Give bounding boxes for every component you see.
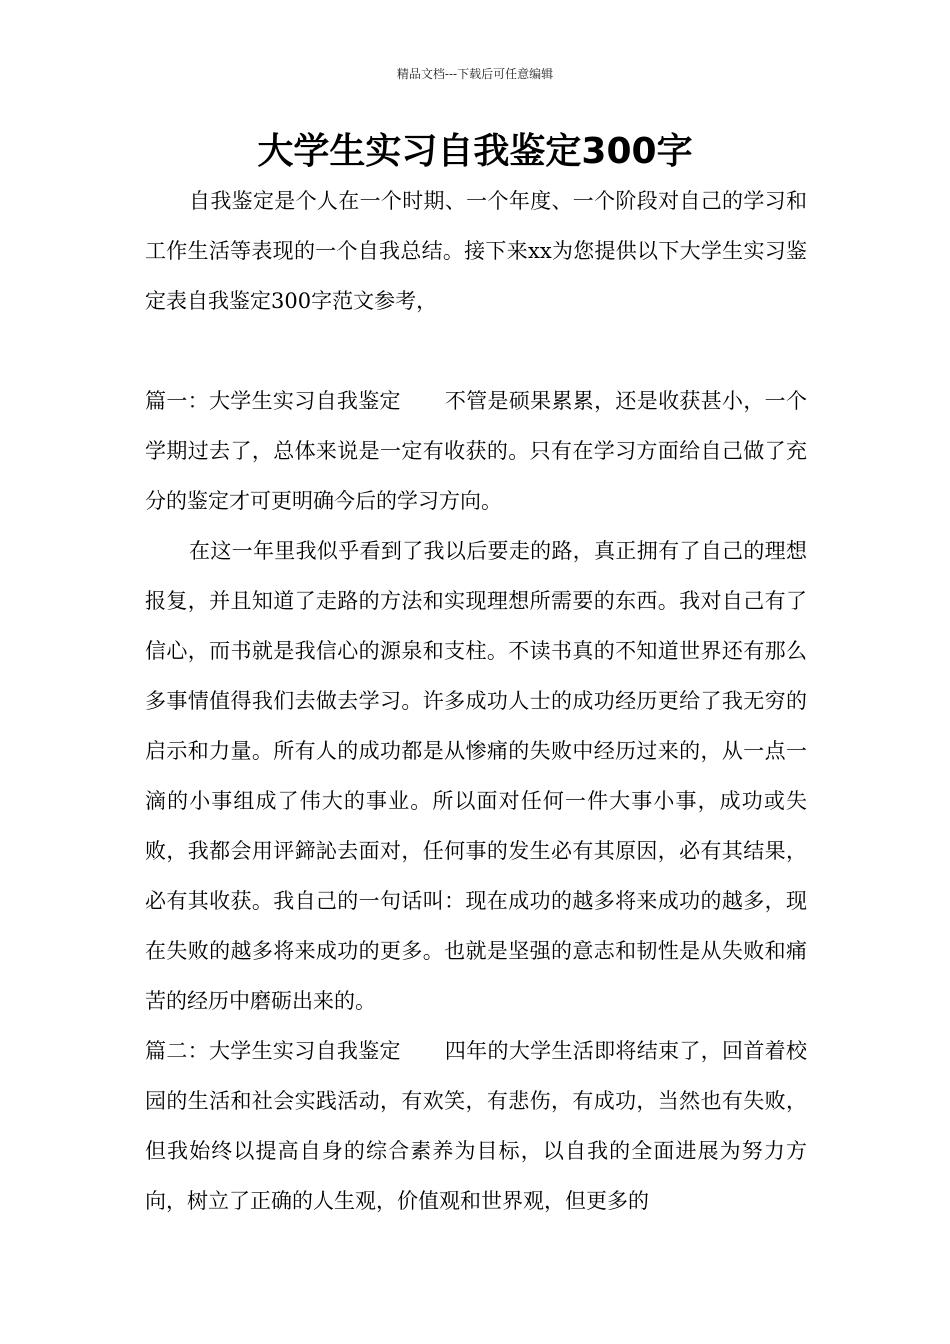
section-two-text: 四年的大学生活即将结束了，回首着校园的生活和社会实践活动，有欢笑，有悲伤，有成功，当然也有失败，但我始终以提高自身的综合素养为目标，以自我的全面进展为努力方向，树立了正确的人生观，价值观和世界观，但更多的 (145, 1039, 808, 1213)
body-paragraph: 在这一年里我似乎看到了我以后要走的路，真正拥有了自己的理想报复，并且知道了走路的方法和实现理想所需要的东西。我对自己有了信心，而书就是我信心的源泉和支柱。不读书真的不知道世界还有那么多事情值得我们去做去学习。许多成功人士的成功经历更给了我无穷的启示和力量。所有人的成功都是从惨痛的失败中经历过来的，从一点一滴的小事组成了伟大的事业。所以面对任何一件大事小事，成功或失败，我都会用评鍗訫去面对，任何事的发生必有其原因，必有其结果，必有其收获。我自己的一句话叫：现在成功的越多将来成功的越多，现在失败的越多将来成功的更多。也就是坚强的意志和韧性是从失败和痛苦的经历中磨砺出来的。 (145, 539, 807, 1013)
header-note: 精品文档---下载后可任意编辑 (396, 67, 554, 81)
section-two-heading: 篇二：大学生实习自我鉴定 (145, 1039, 401, 1063)
intro-paragraph: 自我鉴定是个人在一个时期、一个年度、一个阶段对自己的学习和工作生活等表现的一个自我总结。接下来xx为您提供以下大学生实习鉴定表自我鉴定300字范文参考， (145, 189, 807, 313)
document-body (145, 176, 807, 1226)
section-two-paragraph (145, 1026, 807, 1226)
paragraph-spacer (145, 326, 807, 376)
section-one-paragraph (145, 376, 807, 526)
section-one-text: 不管是硕果累累，还是收获甚小，一个学期过去了，总体来说是一定有收获的。只有在学习方面给自己做了充分的鉴定才可更明确今后的学习方向。 (145, 389, 808, 513)
section-one-heading: 篇一：大学生实习自我鉴定 (145, 389, 401, 413)
document-title: 大学生实习自我鉴定300字 (257, 131, 693, 172)
